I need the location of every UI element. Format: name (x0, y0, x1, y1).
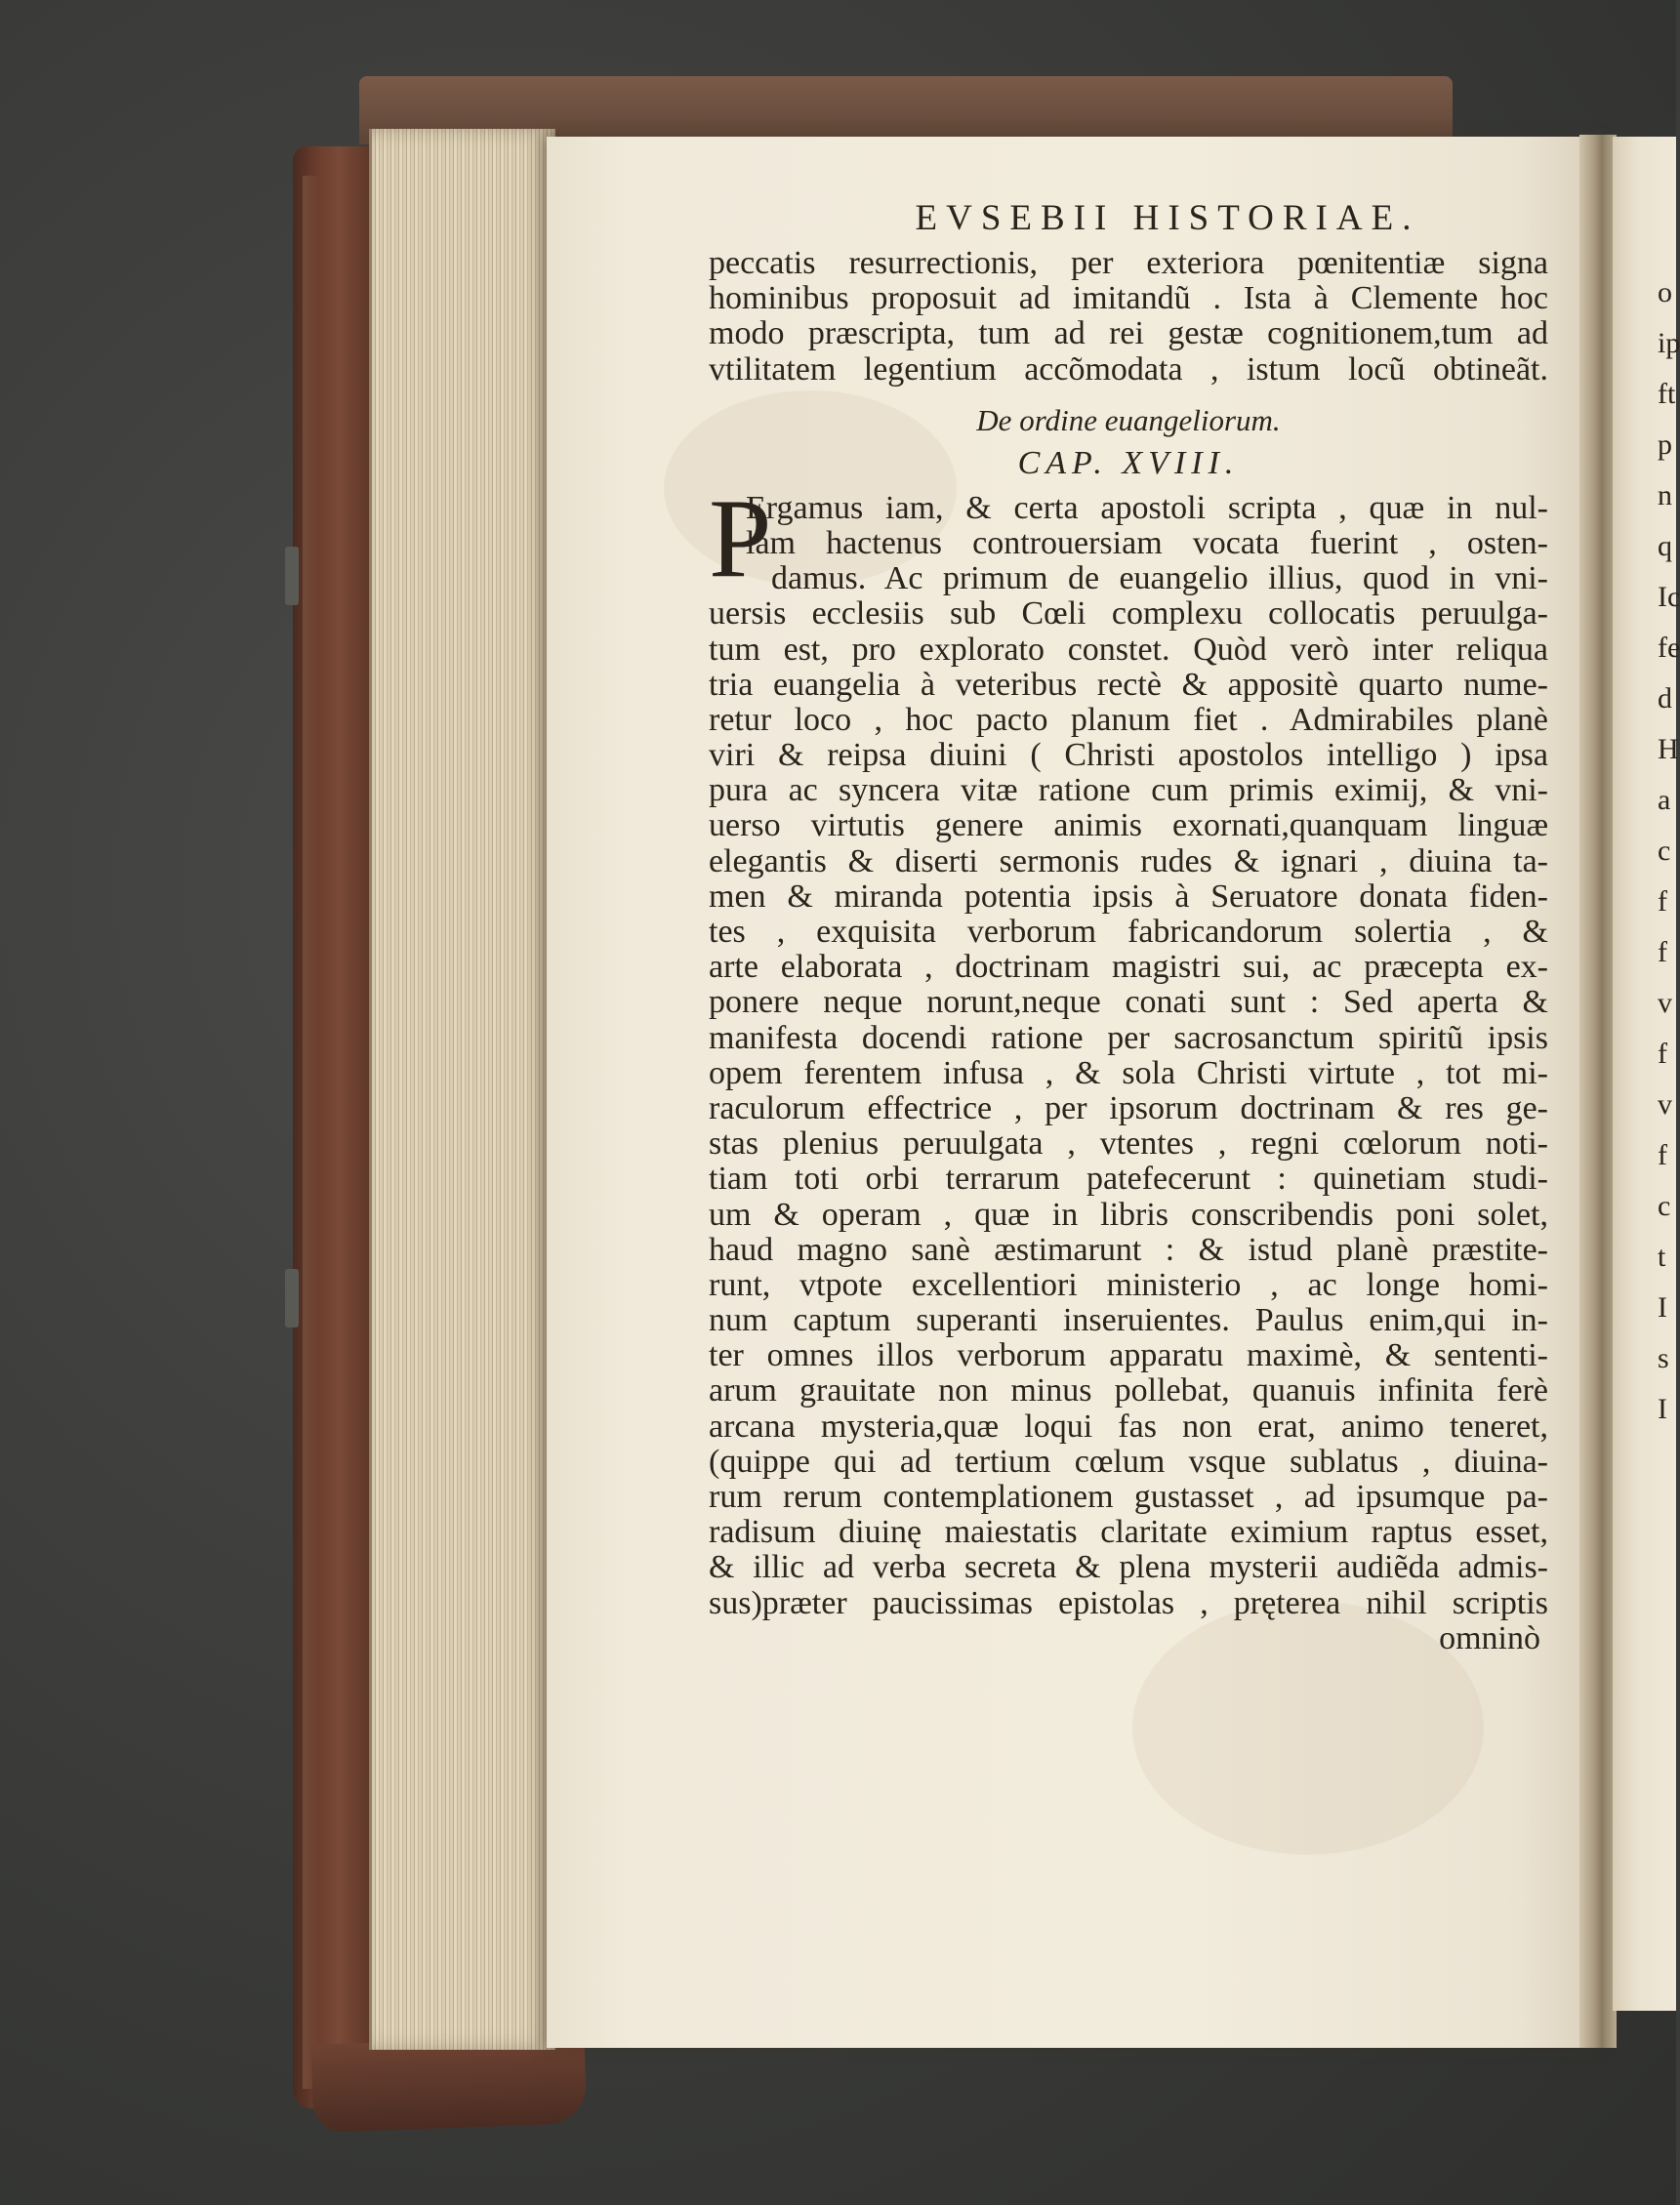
text-line: tum est, pro explorato constet. Quòd verò inter reliqua (709, 631, 1548, 668)
facing-page-letter: q (1658, 530, 1672, 562)
facing-page-letter: f (1658, 936, 1667, 968)
facing-page-letter: ip (1658, 327, 1680, 359)
text-line: um & operam , quæ in libris conscribendis poni solet, (709, 1196, 1548, 1233)
facing-page-letter: f (1658, 885, 1667, 918)
facing-page-letter: f (1658, 1038, 1667, 1070)
text-line: Ergamus iam, & certa apostoli scripta , quæ in nul- (746, 489, 1548, 526)
facing-page-letter: c (1658, 1190, 1671, 1222)
book-spine-leather (293, 146, 376, 2108)
text-line: viri & reipsa diuini ( Christi apostolos intelligo ) ipsa (709, 737, 1548, 774)
facing-page-letter: I (1658, 1291, 1667, 1324)
text-line: elegantis & diserti sermonis rudes & ignari , diuina ta- (709, 842, 1548, 879)
text-line: damus. Ac primum de euangelio illius, quod in vni- (771, 560, 1548, 597)
facing-page-edge (1613, 137, 1680, 2011)
text-line: modo præscripta, tum ad rei gestæ cognitionem,tum ad (709, 315, 1548, 352)
text-line: (quippe qui ad tertium cœlum vsque sublatus , diuina- (709, 1443, 1548, 1480)
book-gutter (1579, 135, 1617, 2048)
facing-page-letter: s (1658, 1342, 1669, 1374)
facing-page-letter: f (1658, 1139, 1667, 1171)
clasp-icon (285, 1269, 299, 1327)
text-line: & illic ad verba secreta & plena mysterii audiẽda admis- (709, 1549, 1548, 1586)
text-line: arcana mysteria,quæ loqui fas non erat, animo teneret, (709, 1408, 1548, 1445)
text-line: lam hactenus controuersiam vocata fuerint , osten- (746, 524, 1548, 561)
text-line: arte elaborata , doctrinam magistri sui, ac præcepta ex- (709, 949, 1548, 986)
text-line: ter omnes illos verborum apparatu maximè, & sententi- (709, 1337, 1548, 1374)
facing-page-letter: a (1658, 784, 1671, 816)
text-line: runt, vtpote excellentiori ministerio , ac longe homi- (709, 1266, 1548, 1303)
text-line: uerso virtutis genere animis exornati,quanquam linguæ (709, 807, 1548, 844)
text-line: opem ferentem infusa , & sola Christi virtute , tot mi- (709, 1054, 1548, 1091)
chapter-number: CAP. XVIII. (1017, 444, 1240, 481)
text-line: arum grauitate non minus pollebat, quanuis infinita ferè (709, 1372, 1548, 1409)
catchword: omninò (1439, 1619, 1540, 1656)
text-line: stas plenius peruulgata , vtentes , regni cœlorum noti- (709, 1125, 1548, 1163)
text-line: peccatis resurrectionis, per exteriora pœnitentiæ signa (709, 245, 1548, 281)
clasp-icon (285, 547, 299, 605)
text-line: sus)præter paucissimas epistolas , pręterea nihil scriptis (709, 1584, 1548, 1621)
facing-page-letter: p (1658, 429, 1672, 461)
facing-page-letter: fe (1658, 632, 1680, 664)
facing-page-letter: n (1658, 479, 1672, 511)
facing-page-letter: o (1658, 276, 1672, 308)
text-line: men & miranda potentia ipsis à Seruatore donata fiden- (709, 878, 1548, 915)
facing-page-letter: v (1658, 987, 1672, 1019)
text-line: raculorum effectrice , per ipsorum doctrinam & res ge- (709, 1089, 1548, 1126)
drop-cap: P (709, 475, 772, 601)
facing-page-letter: Ic (1658, 581, 1680, 613)
opening-paragraph (709, 246, 1548, 388)
running-head: EVSEBII HISTORIAE. (915, 198, 1420, 238)
text-line: pura ac syncera vitæ ratione cum primis eximij, & vni- (709, 772, 1548, 809)
facing-page-letter: d (1658, 682, 1672, 715)
text-line: tria euangelia à veteribus rectè & appositè quarto nume- (709, 666, 1548, 703)
page-text (709, 195, 1548, 1656)
facing-page-letter: I (1658, 1393, 1667, 1425)
text-line: hominibus proposuit ad imitandũ . Ista à Clemente hoc (709, 280, 1548, 317)
text-line: retur loco , hoc pacto planum fiet . Admirabiles planè (709, 701, 1548, 738)
text-line: rum rerum contemplationem gustasset , ad ipsumque pa- (709, 1479, 1548, 1515)
text-line: radisum diuinę maiestatis claritate eximium raptus esset, (709, 1514, 1548, 1551)
text-line: vtilitatem legentium accõmodata , istum locũ obtineãt. (709, 350, 1548, 388)
text-line: tes , exquisita verborum fabricandorum solertia , & (709, 914, 1548, 950)
chapter-title: De ordine euangeliorum. (976, 402, 1281, 437)
text-line: tiam toti orbi terrarum patefecerunt : quinetiam studi- (709, 1161, 1548, 1198)
chapter-body (709, 475, 1548, 1621)
facing-page-letter: c (1658, 835, 1671, 867)
text-line: ponere neque norunt,neque conati sunt : Sed aperta & (709, 984, 1548, 1021)
text-line: haud magno sanè æstimarunt : & istud planè præstite- (709, 1231, 1548, 1268)
text-line: num captum superanti inseruientes. Paulus enim,qui in- (709, 1302, 1548, 1339)
text-line: manifesta docendi ratione per sacrosanctum spiritũ ipsis (709, 1019, 1548, 1056)
facing-page-letter: ft (1658, 378, 1676, 410)
facing-page-letter: v (1658, 1088, 1672, 1121)
text-line: uersis ecclesiis sub Cœli complexu collocatis peruulga- (709, 595, 1548, 633)
page-edges (369, 129, 555, 2050)
book-cover-bottom-corner (311, 2035, 588, 2133)
facing-page-letter: t (1658, 1241, 1666, 1273)
facing-page-letter: H (1658, 733, 1679, 765)
